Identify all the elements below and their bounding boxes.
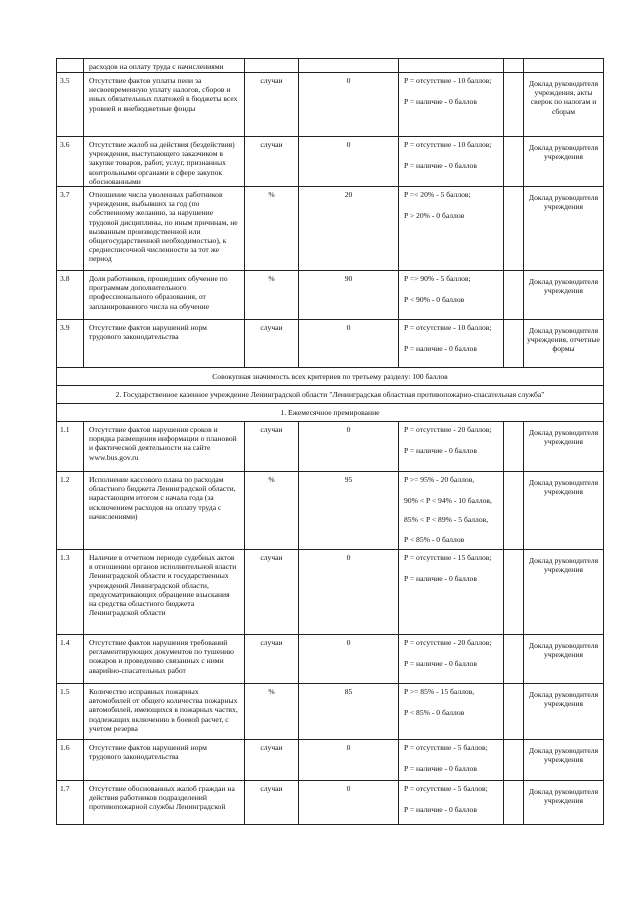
score-rule: P = отсутствие - 10 баллов;: [404, 140, 492, 149]
score-rule: P = наличие - 0 баллов: [404, 97, 477, 107]
criterion-name: Отношение числа уволенных работников учреждения, выбывших за год (по собственному желанию, за нарушение трудовой дисциплины, по иным причинам, не вызванным производственной или общегосударственной необходимостью), к среднесписочной численности за тот же период: [84, 187, 245, 271]
criterion-source: Доклад руководителя учреждения: [524, 740, 604, 781]
criterion-name: Отсутствие обоснованных жалоб граждан на действия работников подразделений противопожарной службы Ленинградской: [84, 781, 245, 825]
criterion-name: Доля работников, прошедших обучение по программам дополнительного профессионального образования, от запланированного числа на обучение: [84, 271, 245, 320]
table-row: [57, 550, 604, 635]
criterion-source: Доклад руководителя учреждения: [524, 187, 604, 271]
table-row: [57, 472, 604, 550]
criterion-number: 3.9: [57, 320, 84, 368]
criterion-unit: случаи: [245, 781, 299, 825]
criterion-source: Доклад руководителя учреждения: [524, 781, 604, 825]
score-rule: P < 90% - 0 баллов: [404, 295, 465, 305]
criterion-source: Доклад руководителя учреждения: [524, 422, 604, 472]
score-rule: P = наличие - 0 баллов: [404, 344, 477, 354]
cell-num: [57, 59, 84, 73]
score-rule: P = наличие - 0 баллов: [404, 764, 477, 774]
criterion-number: 3.5: [57, 73, 84, 137]
table-row: [57, 422, 604, 472]
criterion-name: Количество исправных пожарных автомобилей от общего количества пожарных автомобилей, имеющихся в пожарных частях, подлежащих включению в боевой расчет, с учетом резерва: [84, 684, 245, 740]
criterion-target-value: 20: [299, 187, 399, 271]
score-rule: P < 85% - 0 баллов: [404, 534, 465, 544]
table-row: [57, 635, 604, 684]
criterion-unit: случаи: [245, 550, 299, 635]
cell-gap: [504, 59, 524, 73]
score-rule: P >= 95% - 20 баллов,: [404, 475, 475, 485]
criterion-number: 1.2: [57, 472, 84, 550]
cell-gap: [504, 73, 524, 137]
criterion-source: Доклад руководителя учреждения: [524, 137, 604, 187]
score-rule: P = отсутствие - 20 баллов;: [404, 638, 492, 648]
criterion-scoring: [399, 472, 504, 550]
cell-gap: [504, 472, 524, 550]
criterion-unit: %: [245, 472, 299, 550]
criterion-number: 3.8: [57, 271, 84, 320]
table-row: [57, 684, 604, 740]
criterion-target-value: 0: [299, 740, 399, 781]
criterion-scoring: [399, 320, 504, 368]
score-rule: P = отсутствие - 20 баллов;: [404, 425, 492, 435]
criterion-target-value: 0: [299, 137, 399, 187]
table-row: [57, 320, 604, 368]
monthly-bonus-heading: 1. Ежемесячное премирование: [57, 404, 604, 422]
criterion-unit: случаи: [245, 740, 299, 781]
criterion-number: 1.3: [57, 550, 84, 635]
cell-gap: [504, 781, 524, 825]
cell-gap: [504, 635, 524, 684]
score-rule: P = отсутствие - 15 баллов;: [404, 553, 492, 563]
score-rule: P = отсутствие - 5 баллов;: [404, 743, 488, 753]
criterion-scoring: [399, 684, 504, 740]
criterion-scoring: [399, 187, 504, 271]
score-rule: P > 20% - 0 баллов: [404, 211, 465, 221]
criterion-target-value: 0: [299, 73, 399, 137]
criterion-unit: %: [245, 684, 299, 740]
score-rule: P = отсутствие - 10 баллов;: [404, 323, 492, 333]
score-rule: P = наличие - 0 баллов: [404, 805, 477, 815]
cell-source: [524, 59, 604, 73]
criterion-name: расходов на оплату труда с начислениями: [84, 59, 245, 73]
criterion-unit: случаи: [245, 320, 299, 368]
criterion-scoring: [399, 550, 504, 635]
score-rule: P < 85% - 0 баллов: [404, 708, 465, 718]
section-row: [57, 368, 604, 386]
criterion-number: 1.6: [57, 740, 84, 781]
score-rule: 90% < P < 94% - 10 баллов,: [404, 496, 492, 506]
score-rule: 85% < P < 89% - 5 баллов,: [404, 515, 489, 525]
cell-gap: [504, 187, 524, 271]
criteria-table: [56, 58, 604, 825]
criterion-unit: %: [245, 187, 299, 271]
score-rule: P =< 20% - 5 баллов;: [404, 190, 471, 200]
criterion-target-value: 90: [299, 271, 399, 320]
criterion-scoring: [399, 271, 504, 320]
cell-gap: [504, 740, 524, 781]
criterion-source: Доклад руководителя учреждения: [524, 635, 604, 684]
criterion-target-value: 0: [299, 320, 399, 368]
table-row: [57, 271, 604, 320]
criterion-name: Отсутствие фактов уплаты пени за несвоевременную уплату налогов, сборов и иных обязательных платежей в бюджеты всех уровней и внебюджетные фонды: [84, 73, 245, 137]
table-row: [57, 187, 604, 271]
criterion-target-value: 0: [299, 550, 399, 635]
criterion-source: Доклад руководителя учреждения, акты сверок по налогам и сборам: [524, 73, 604, 137]
cell-gap: [504, 137, 524, 187]
criterion-name: Отсутствие жалоб на действия (бездействия) учреждения, выступающего заказчиком в закупке товаров, работ, услуг, признанных контрольными органами в сфере закупок обоснованными: [84, 137, 245, 187]
score-rule: P = отсутствие - 5 баллов;: [404, 784, 488, 794]
section-total: Совокупная значимость всех критериев по третьему разделу: 100 баллов: [57, 368, 604, 386]
criterion-target-value: 85: [299, 684, 399, 740]
criterion-target-value: 0: [299, 635, 399, 684]
cell-value: [299, 59, 399, 73]
criterion-name: Отсутствие фактов нарушения требований регламентирующих документов по тушению пожаров и проведению связанных с ними аварийно-спасательных работ: [84, 635, 245, 684]
criterion-scoring: [399, 635, 504, 684]
criterion-source: Доклад руководителя учреждения: [524, 472, 604, 550]
criterion-target-value: 0: [299, 422, 399, 472]
criterion-scoring: [399, 781, 504, 825]
table-row: [57, 73, 604, 137]
criterion-unit: случаи: [245, 422, 299, 472]
criterion-unit: %: [245, 271, 299, 320]
section-row: [57, 404, 604, 422]
criterion-source: Доклад руководителя учреждения: [524, 550, 604, 635]
criterion-unit: случаи: [245, 635, 299, 684]
score-rule: P = наличие - 0 баллов: [404, 659, 477, 669]
score-rule: P => 90% - 5 баллов;: [404, 274, 471, 284]
table-row: [57, 740, 604, 781]
criterion-scoring: [399, 740, 504, 781]
criterion-name: Отсутствие фактов нарушений норм трудового законодательства: [84, 740, 245, 781]
cell-unit: [245, 59, 299, 73]
criterion-scoring: [399, 137, 504, 187]
criterion-source: Доклад руководителя учреждения: [524, 271, 604, 320]
cell-score: [399, 59, 504, 73]
criterion-unit: случаи: [245, 137, 299, 187]
score-rule: P = наличие - 0 баллов: [404, 574, 477, 584]
cell-gap: [504, 684, 524, 740]
criterion-source: Доклад руководителя учреждения: [524, 684, 604, 740]
cell-gap: [504, 320, 524, 368]
criterion-unit: случаи: [245, 73, 299, 137]
criterion-number: 1.1: [57, 422, 84, 472]
criterion-name: Исполнение кассового плана по расходам областного бюджета Ленинградской области, нарастающим итогом с начала года (за исключением расходов на оплату труда с начислениями): [84, 472, 245, 550]
criterion-scoring: [399, 73, 504, 137]
section-row: [57, 386, 604, 404]
criterion-name: Отсутствие фактов нарушения сроков и порядка размещения информации о плановой и фактической деятельности на сайте www.bus.gov.ru: [84, 422, 245, 472]
criterion-number: 3.6: [57, 137, 84, 187]
criterion-target-value: 95: [299, 472, 399, 550]
table-row: [57, 781, 604, 825]
cell-gap: [504, 271, 524, 320]
cell-gap: [504, 550, 524, 635]
criterion-number: 1.4: [57, 635, 84, 684]
criterion-source: Доклад руководителя учреждения, отчетные формы: [524, 320, 604, 368]
criterion-scoring: [399, 422, 504, 472]
score-rule: P = наличие - 0 баллов: [404, 446, 477, 456]
cell-gap: [504, 422, 524, 472]
table-row: [57, 137, 604, 187]
criterion-name: Наличие в отчетном периоде судебных актов в отношении органов исполнительной власти Ленинградской области и государственных учреждений Ленинградской области, предусматривающих обращение взыскания на средства областного бюджета Ленинградской области: [84, 550, 245, 635]
table-row: [57, 59, 604, 73]
score-rule: P = наличие - 0 баллов: [404, 161, 477, 171]
criterion-number: 1.7: [57, 781, 84, 825]
score-rule: P = отсутствие - 10 баллов;: [404, 76, 492, 85]
criteria-table-body: [57, 59, 604, 825]
criterion-number: 1.5: [57, 684, 84, 740]
criterion-name: Отсутствие фактов нарушений норм трудового законодательства: [84, 320, 245, 368]
criterion-target-value: 0: [299, 781, 399, 825]
criterion-number: 3.7: [57, 187, 84, 271]
institution-heading: 2. Государственное казенное учреждение Ленинградской области "Ленинградская областная противопожарно-спасательная служба": [57, 386, 604, 404]
score-rule: P >= 85% - 15 баллов,: [404, 687, 475, 697]
